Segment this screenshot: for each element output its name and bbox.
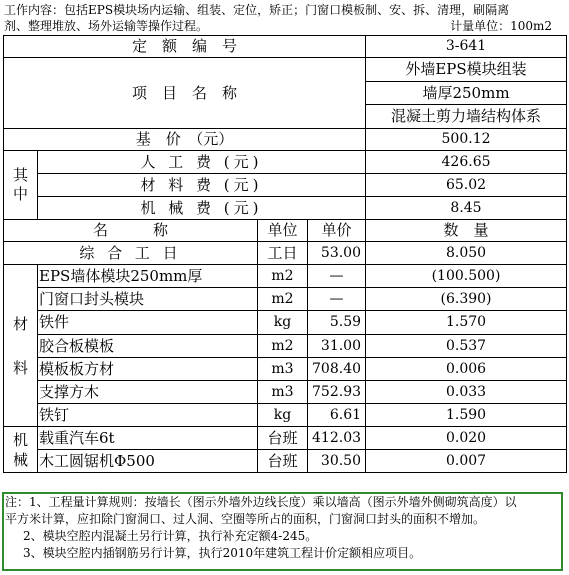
item-name-2: 墙厚250mm	[366, 82, 567, 105]
col-name-header: 名 称	[4, 220, 258, 242]
material-unit: m2	[258, 288, 308, 311]
base-price-label: 基 价 （元）	[4, 129, 366, 151]
work-content-line2: 剂、整理堆放、场外运输等操作过程。	[4, 19, 209, 33]
machine-name: 木工圆锯机Φ500	[38, 450, 258, 473]
note-line: 2、模块空腔内混凝土另行计算，执行补充定额4-245。	[23, 529, 318, 543]
machine-qty: 0.020	[366, 427, 567, 450]
code-label: 定 额 编 号	[4, 36, 366, 58]
material-name: 铁钉	[38, 404, 258, 427]
note-line: 3、模块空腔内插钢筋另行计算，执行2010年建筑工程计价定额相应项目。	[23, 546, 422, 560]
material-qty: (100.500)	[366, 265, 567, 288]
material-cost-label: 材 料 费 (元)	[38, 174, 366, 197]
material-price: 752.93	[308, 381, 366, 404]
material-unit: m3	[258, 381, 308, 404]
labor-day-price: 53.00	[308, 242, 366, 265]
code-value: 3-641	[366, 36, 567, 58]
material-qty: 0.033	[366, 381, 567, 404]
labor-day-name: 综 合 工 日	[4, 242, 258, 265]
machinery-group-cell	[4, 427, 38, 473]
material-name: 铁件	[38, 311, 258, 335]
material-unit: kg	[258, 404, 308, 427]
material-name: 模板板方材	[38, 358, 258, 381]
material-price: 708.40	[308, 358, 366, 381]
work-content-label: 工作内容：	[4, 3, 65, 17]
labor-cost-label: 人 工 费 (元)	[38, 151, 366, 174]
material-price: 6.61	[308, 404, 366, 427]
col-price-header: 单价	[308, 220, 366, 242]
material-qty: 1.570	[366, 311, 567, 335]
labor-cost-value: 426.65	[366, 151, 567, 174]
material-price: 5.59	[308, 311, 366, 335]
col-unit-header: 单位	[258, 220, 308, 242]
material-name: EPS墙体模块250mm厚	[38, 265, 258, 288]
materials-group-label: 材料	[12, 314, 28, 377]
item-name-3: 混凝土剪力墙结构体系	[366, 105, 567, 129]
machine-cost-label: 机 械 费 (元)	[38, 197, 366, 220]
col-qty-header: 数 量	[366, 220, 567, 242]
labor-day-unit: 工日	[258, 242, 308, 265]
machine-cost-value: 8.45	[366, 197, 567, 220]
item-label: 项 目 名 称	[4, 58, 366, 129]
machine-price: 412.03	[308, 427, 366, 450]
among-label: 其中	[12, 166, 28, 203]
machine-name: 载重汽车6t	[38, 427, 258, 450]
material-price: —	[308, 265, 366, 288]
materials-group-cell	[4, 265, 38, 427]
material-price: —	[308, 288, 366, 311]
work-content	[4, 2, 564, 34]
measure-unit: 计量单位：100m2	[450, 19, 552, 33]
material-unit: m2	[258, 335, 308, 358]
material-price: 31.00	[308, 335, 366, 358]
machine-qty: 0.007	[366, 450, 567, 473]
material-qty: (6.390)	[366, 288, 567, 311]
note-line: 平方米计算，应扣除门窗洞口、过人洞、空圈等所占的面积，门窗洞口封头的面积不增加。	[5, 512, 486, 526]
material-qty: 1.590	[366, 404, 567, 427]
machine-price: 30.50	[308, 450, 366, 473]
machine-unit: 台班	[258, 427, 308, 450]
work-content-text-1: 包括EPS模块场内运输、组装、定位，矫正；门窗口模板制、安、拆、清理，刷隔离	[64, 3, 510, 17]
material-name: 支撑方木	[38, 381, 258, 404]
among-cell	[4, 151, 38, 220]
machine-unit: 台班	[258, 450, 308, 473]
base-price-value: 500.12	[366, 129, 567, 151]
material-unit: m3	[258, 358, 308, 381]
material-name: 门窗口封头模块	[38, 288, 258, 311]
machinery-group-label: 机械	[12, 430, 28, 469]
material-qty: 0.537	[366, 335, 567, 358]
material-cost-value: 65.02	[366, 174, 567, 197]
labor-day-qty: 8.050	[366, 242, 567, 265]
material-name: 胶合板模板	[38, 335, 258, 358]
material-qty: 0.006	[366, 358, 567, 381]
notes-box	[2, 492, 563, 571]
material-unit: kg	[258, 311, 308, 335]
material-unit: m2	[258, 265, 308, 288]
note-line: 注：1、工程量计算规则：按墙长（图示外墙外边线长度）乘以墙高（图示外墙外侧砌筑高度）以	[5, 495, 517, 509]
work-content-line1	[4, 2, 564, 18]
quota-table	[3, 35, 567, 473]
item-name-1: 外墙EPS模块组装	[366, 58, 567, 82]
